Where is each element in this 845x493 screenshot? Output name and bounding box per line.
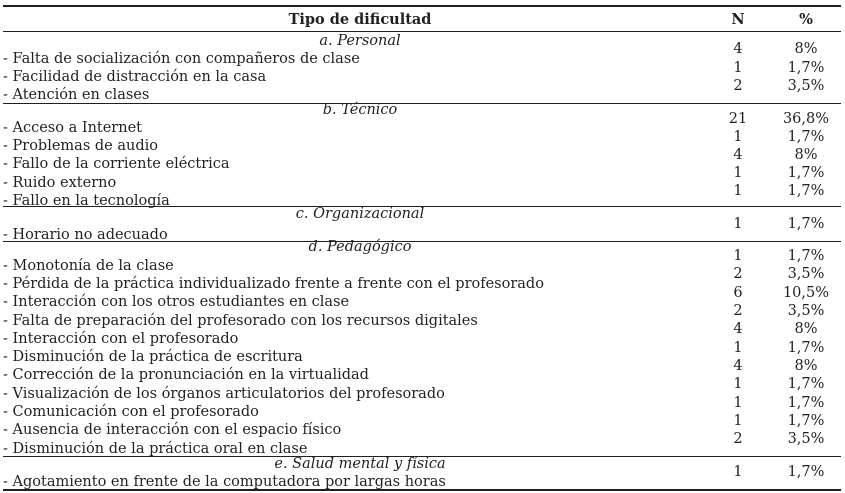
row-pct: 8%	[794, 321, 818, 337]
row-pct: 36,8%	[782, 111, 830, 127]
row-n: 1	[733, 165, 743, 181]
row-n: 1	[733, 395, 743, 411]
row-n: 1	[733, 464, 743, 480]
row-n: 1	[733, 60, 743, 76]
section-title: a. Personal	[319, 33, 401, 49]
row-label: - Comunicación con el profesorado	[3, 404, 259, 420]
row-pct: 3,5%	[787, 303, 825, 319]
row-pct: 8%	[794, 41, 818, 57]
row-label: - Ausencia de interacción con el espacio físico	[3, 422, 342, 438]
row-label: - Horario no adecuado	[3, 227, 168, 243]
row-label: - Fallo en la tecnología	[3, 193, 170, 209]
row-pct: 1,7%	[787, 464, 825, 480]
row-label: - Corrección de la pronunciación en la virtualidad	[3, 367, 369, 383]
row-n: 2	[733, 266, 743, 282]
row-pct: 1,7%	[787, 165, 825, 181]
row-n: 1	[733, 413, 743, 429]
row-label: - Acceso a Internet	[3, 120, 142, 136]
row-n: 1	[733, 129, 743, 145]
section-title: b. Técnico	[322, 102, 398, 118]
row-label: - Visualización de los órganos articulatorios del profesorado	[3, 386, 445, 402]
row-label: - Monotonía de la clase	[3, 258, 174, 274]
row-n: 4	[733, 321, 743, 337]
row-n: 6	[733, 285, 743, 301]
row-pct: 3,5%	[787, 78, 825, 94]
row-n: 2	[733, 78, 743, 94]
row-pct: 8%	[794, 147, 818, 163]
top-rule	[3, 5, 841, 7]
row-label: - Pérdida de la práctica individualizado frente a frente con el profesorado	[3, 276, 544, 292]
row-label: - Interacción con los otros estudiantes en clase	[3, 294, 350, 310]
row-n: 2	[733, 303, 743, 319]
row-n: 1	[733, 376, 743, 392]
row-n: 1	[733, 248, 743, 264]
row-n: 4	[733, 147, 743, 163]
row-label: - Fallo de la corriente eléctrica	[3, 156, 230, 172]
row-n: 1	[733, 183, 743, 199]
row-pct: 1,7%	[787, 60, 825, 76]
row-label: - Agotamiento en frente de la computadora por largas horas	[3, 474, 446, 490]
row-pct: 8%	[794, 358, 818, 374]
row-label: - Atención en clases	[3, 87, 150, 103]
row-pct: 1,7%	[787, 413, 825, 429]
row-pct: 3,5%	[787, 266, 825, 282]
row-label: - Falta de preparación del profesorado con los recursos digitales	[3, 313, 478, 329]
row-label: - Facilidad de distracción en la casa	[3, 69, 267, 85]
row-pct: 1,7%	[787, 248, 825, 264]
header-n: N	[731, 11, 745, 28]
row-pct: 1,7%	[787, 183, 825, 199]
header-category: Tipo de dificultad	[288, 11, 432, 28]
row-pct: 3,5%	[787, 431, 825, 447]
row-pct: 1,7%	[787, 395, 825, 411]
section-title: c. Organizacional	[295, 206, 425, 222]
row-n: 4	[733, 41, 743, 57]
section-title: d. Pedagógico	[308, 239, 412, 255]
row-n: 21	[728, 111, 748, 127]
row-label: - Problemas de audio	[3, 138, 158, 154]
row-n: 1	[733, 216, 743, 232]
row-n: 2	[733, 431, 743, 447]
row-n: 1	[733, 340, 743, 356]
row-label: - Disminución de la práctica oral en clase	[3, 441, 308, 457]
row-pct: 10,5%	[782, 285, 830, 301]
row-label: - Falta de socialización con compañeros de clase	[3, 51, 360, 67]
row-label: - Disminución de la práctica de escritura	[3, 349, 303, 365]
header-pct: %	[799, 11, 813, 28]
row-pct: 1,7%	[787, 216, 825, 232]
row-label: - Ruido externo	[3, 175, 117, 191]
row-pct: 1,7%	[787, 376, 825, 392]
section-title: e. Salud mental y física	[274, 456, 446, 472]
row-pct: 1,7%	[787, 340, 825, 356]
row-label: - Interacción con el profesorado	[3, 331, 239, 347]
row-n: 4	[733, 358, 743, 374]
row-pct: 1,7%	[787, 129, 825, 145]
